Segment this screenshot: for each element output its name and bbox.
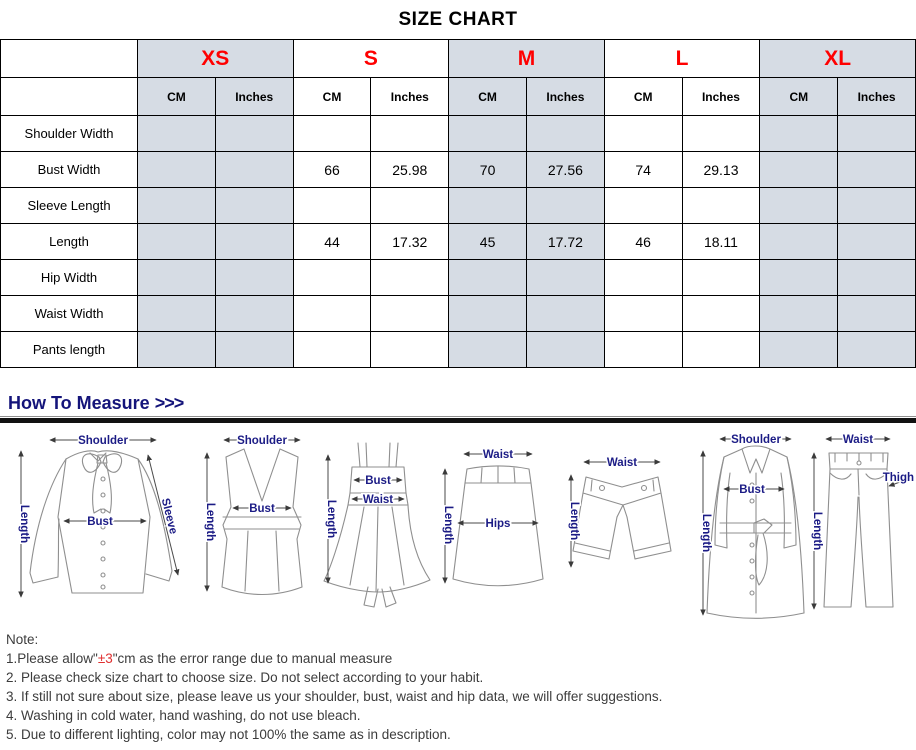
table-row [1,296,916,332]
cell [449,296,527,332]
unit-header: CM [293,78,371,116]
how-to-measure-heading [8,393,916,415]
cell [526,188,604,224]
skirt-hips-label: Hips [485,518,511,530]
cell [838,296,916,332]
cell [760,116,838,152]
unit-header: CM [760,78,838,116]
cell [682,332,760,368]
cell [138,116,216,152]
table-row [1,224,916,260]
note-1-suffix: "cm as the error range due to manual measure [112,651,393,666]
blouse-bust-label: Bust [87,516,113,528]
cell [449,260,527,296]
cell: 45 [449,224,527,260]
table-row [1,152,916,188]
cell: 74 [604,152,682,188]
unit-header: CM [449,78,527,116]
cell [838,224,916,260]
pants-thigh-label: Thigh [882,472,914,484]
measurement-diagrams [0,425,916,625]
row-label: Hip Width [1,260,138,296]
vest-length-label: Length [204,502,216,542]
cell [138,332,216,368]
cell [604,332,682,368]
coat-shoulder-label: Shoulder [731,434,781,446]
table-row [1,332,916,368]
unit-header: CM [138,78,216,116]
row-label: Bust Width [1,152,138,188]
tolerance-value: ±3 [97,651,113,666]
cell: 17.72 [526,224,604,260]
cell [138,224,216,260]
note-1-prefix: 1.Please allow" [6,651,98,666]
cell [138,152,216,188]
cell [215,260,293,296]
note-heading: Note: [6,632,39,647]
cell: 44 [293,224,371,260]
cell [526,296,604,332]
size-header-l: L [604,40,760,78]
pants-waist-label: Waist [842,434,874,446]
chevron-right-icon: >>> [154,393,184,413]
blouse-shoulder-label: Shoulder [78,435,128,447]
divider-bar [0,418,916,423]
cell [604,188,682,224]
cell [371,296,449,332]
coat-length-label: Length [700,513,712,553]
cell [215,188,293,224]
cell [526,332,604,368]
cell [760,296,838,332]
cell: 17.32 [371,224,449,260]
shorts-diagram [568,457,671,567]
cell [838,152,916,188]
table-row [1,260,916,296]
cell: 27.56 [526,152,604,188]
cell [293,296,371,332]
row-label: Waist Width [1,296,138,332]
cell [838,188,916,224]
cell: 70 [449,152,527,188]
note-line-3: 3. If still not sure about size, please leave us your shoulder, bust, waist and hip data, we will offer suggestions. [6,689,663,704]
unit-header: Inches [526,78,604,116]
cell [215,116,293,152]
cell [526,116,604,152]
cell [604,260,682,296]
coat-diagram [700,434,804,618]
skirt-diagram [442,449,543,586]
cell [293,116,371,152]
cell [449,188,527,224]
unit-header: Inches [371,78,449,116]
skirt-waist-label: Waist [482,449,514,461]
note-line-5: 5. Due to different lighting, color may not 100% the same as in description. [6,727,451,742]
dress-waist-label: Waist [362,494,394,506]
shorts-length-label: Length [568,501,580,541]
cell [760,224,838,260]
coat-bust-label: Bust [739,484,765,496]
size-header-xl: XL [760,40,916,78]
pants-length-label: Length [811,511,823,551]
cell [682,116,760,152]
table-row [1,188,916,224]
cell [138,260,216,296]
cell [838,260,916,296]
vest-diagram [204,435,302,595]
unit-header: Inches [682,78,760,116]
vest-bust-label: Bust [249,503,275,515]
cell [215,332,293,368]
cell [138,188,216,224]
cell [215,152,293,188]
dress-bust-label: Bust [365,475,391,487]
cell: 46 [604,224,682,260]
notes [6,630,916,744]
unit-header: Inches [215,78,293,116]
table-row [1,116,916,152]
corner-cell [1,40,138,78]
blouse-sleeve-label: Sleeve [158,497,180,536]
size-header-row [1,40,916,78]
size-header-xs: XS [138,40,294,78]
cell [371,188,449,224]
cell [760,188,838,224]
cell [604,296,682,332]
cell [293,188,371,224]
note-line-4: 4. Washing in cold water, hand washing, do not use bleach. [6,708,361,723]
page-title: SIZE CHART [398,9,518,30]
size-table [0,39,916,368]
cell: 29.13 [682,152,760,188]
cell [760,260,838,296]
unit-corner-cell [1,78,138,116]
cell [371,116,449,152]
unit-header: Inches [838,78,916,116]
cell [371,260,449,296]
cell [215,224,293,260]
cell [682,188,760,224]
cell [604,116,682,152]
blouse-diagram [18,435,179,597]
row-label: Shoulder Width [1,116,138,152]
cell [215,296,293,332]
cell [293,260,371,296]
cell [838,332,916,368]
vest-shoulder-label: Shoulder [237,435,287,447]
dress-diagram [324,443,430,607]
cell [526,260,604,296]
divider [0,416,916,417]
row-label: Pants length [1,332,138,368]
note-line-2: 2. Please check size chart to choose size. Do not select according to your habit. [6,670,484,685]
cell [449,332,527,368]
shorts-waist-label: Waist [606,457,638,469]
cell: 25.98 [371,152,449,188]
cell [682,296,760,332]
cell [760,152,838,188]
cell [838,116,916,152]
cell [138,296,216,332]
unit-header-row [1,78,916,116]
row-label: Length [1,224,138,260]
how-to-measure-label: How To Measure [8,393,150,413]
cell [449,116,527,152]
unit-header: CM [604,78,682,116]
size-header-s: S [293,40,449,78]
cell: 18.11 [682,224,760,260]
cell: 66 [293,152,371,188]
row-label: Sleeve Length [1,188,138,224]
blouse-length-label: Length [18,504,30,544]
cell [371,332,449,368]
size-header-m: M [449,40,605,78]
skirt-length-label: Length [442,505,454,545]
pants-diagram [811,434,914,609]
dress-length-label: Length [325,499,337,539]
cell [293,332,371,368]
cell [760,332,838,368]
note-line-1 [6,649,916,668]
cell [682,260,760,296]
